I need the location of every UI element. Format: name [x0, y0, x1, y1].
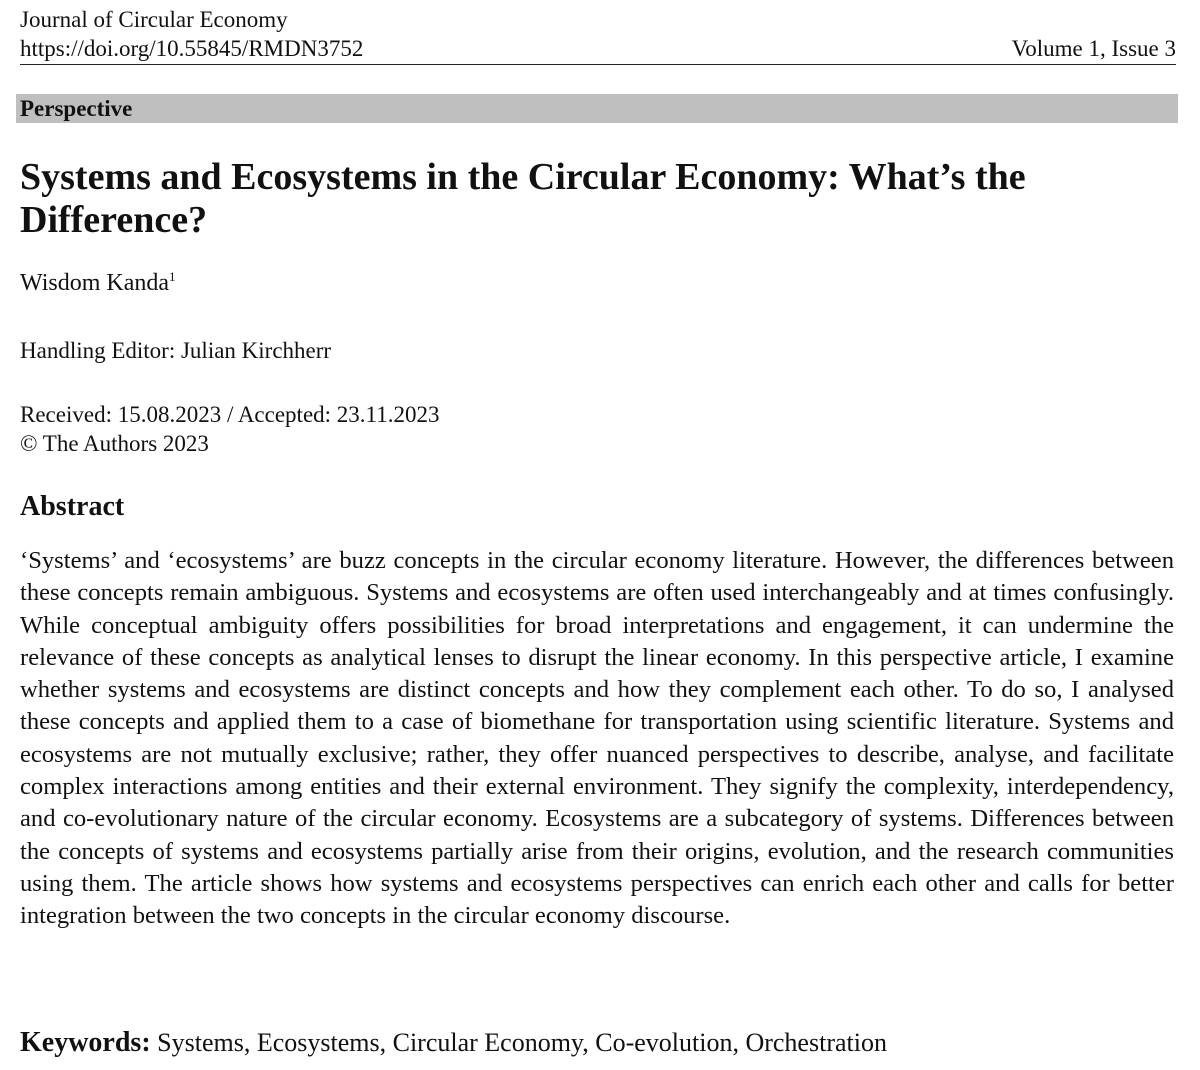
keywords-values: Systems, Ecosystems, Circular Economy, Co-evolution, Orchestration [157, 1028, 887, 1057]
journal-info [20, 5, 363, 63]
abstract-heading: Abstract [20, 491, 125, 522]
dates-block [20, 400, 439, 458]
journal-name: Journal of Circular Economy [20, 7, 288, 32]
journal-header [20, 0, 1176, 65]
author-name: Wisdom Kanda [20, 270, 170, 296]
handling-editor: Handling Editor: Julian Kirchherr [20, 338, 332, 363]
keywords-label: Keywords [20, 1027, 142, 1058]
author-line [20, 268, 176, 298]
article-type-banner: Perspective [16, 94, 1178, 123]
doi-link[interactable]: https://doi.org/10.55845/RMDN3752 [20, 36, 364, 61]
keywords-separator: : [141, 1027, 151, 1058]
keywords-line [20, 1026, 887, 1060]
article-page [20, 0, 1176, 1058]
received-accepted-dates: Received: 15.08.2023 / Accepted: 23.11.2023 [20, 402, 440, 427]
copyright-notice: © The Authors 2023 [20, 431, 209, 456]
volume-issue: Volume 1, Issue 3 [1011, 36, 1176, 61]
article-title: Systems and Ecosystems in the Circular Economy: What’s the Difference? [20, 156, 1026, 241]
abstract-text: ‘Systems’ and ‘ecosystems’ are buzz concepts in the circular economy literature. However, the differences between these concepts remain ambiguous. Systems and ecosystems are often used interchangeably and at times confusingly. While conceptual ambiguity offers possibilities for broad interpretations and engagement, it can undermine the relevance of these concepts as analytical lenses to disrupt the linear economy. In this perspective article, I examine whether systems and ecosystems are distinct concepts and how they complement each other. To do so, I analysed these concepts and applied them to a case of biomethane for transportation using scientific literature. Systems and ecosystems are not mutually exclusive; rather, they offer nuanced perspectives to describe, analyse, and facilitate complex interactions among entities and their external environment. They signify the complexity, interdependency, and co-evolutionary nature of the circular economy. Ecosystems are a subcategory of systems. Differences between the concepts of systems and ecosystems partially arise from their origins, evolution, and the research communities using them. The article shows how systems and ecosystems perspectives can enrich each other and calls for better integration between the two concepts in the circular economy discourse. [20, 547, 1174, 930]
affiliation-marker: 1 [169, 269, 176, 284]
